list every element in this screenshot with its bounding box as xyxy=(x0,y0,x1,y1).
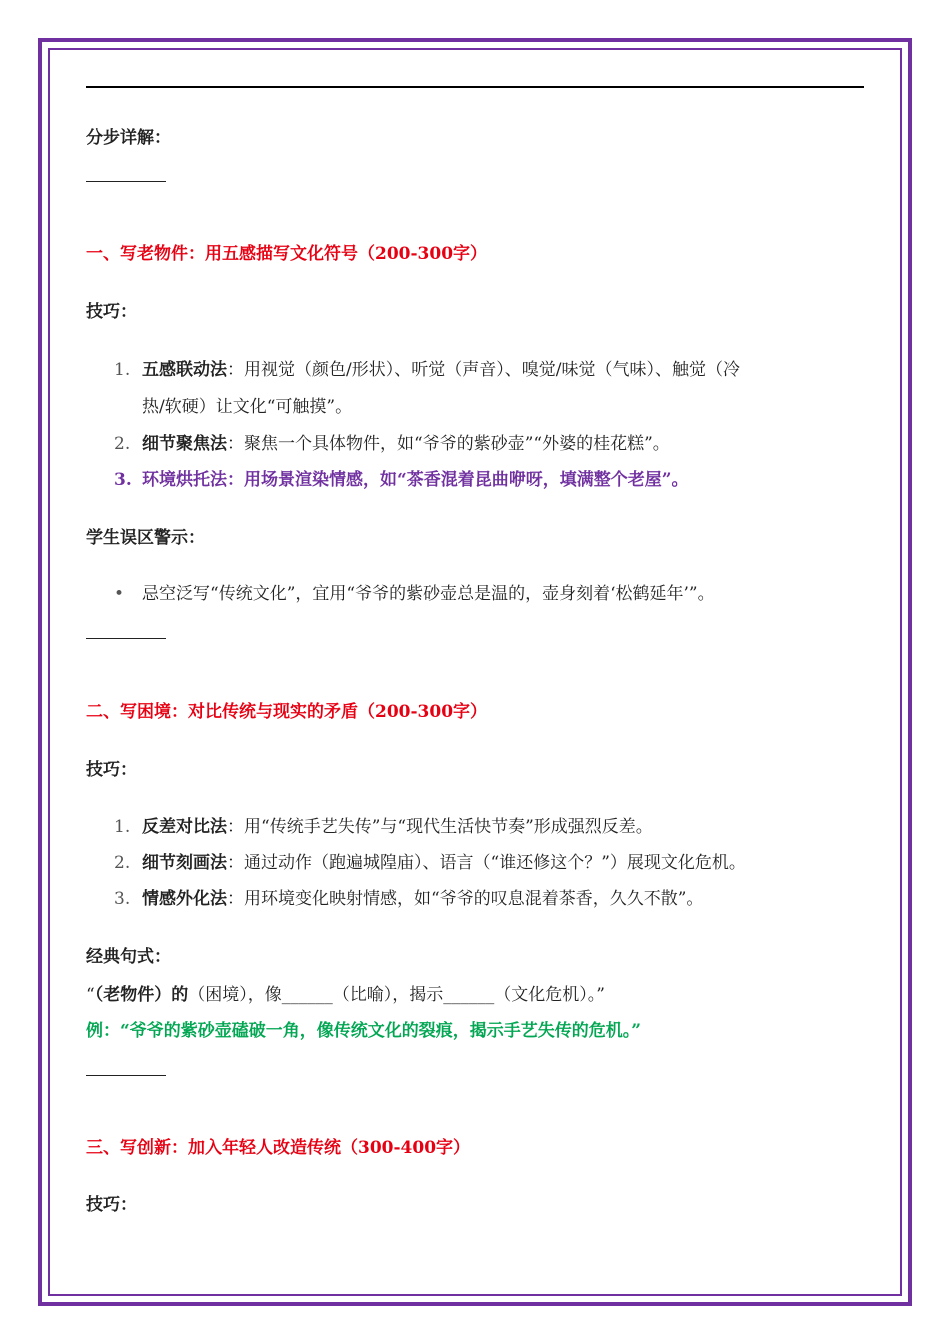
list-term: 细节刻画法 xyxy=(142,853,227,873)
formula-rest: （困境），像______（比喻），揭示______（文化危机）。” xyxy=(188,985,605,1005)
section-divider xyxy=(86,1075,166,1076)
section2-tips-label: 技巧： xyxy=(86,760,137,780)
section-divider xyxy=(86,638,166,639)
section-divider xyxy=(86,181,166,182)
list-text: ：通过动作（跑遍城隍庙）、语言（“谁还修这个？”）展现文化危机。 xyxy=(227,853,746,873)
classic-sentence-label: 经典句式： xyxy=(86,947,171,967)
warning-text: 忌空泛写“传统文化”，宜用“爷爷的紫砂壶总是温的，壶身刻着‘松鹤延年’”。 xyxy=(142,584,715,604)
list-number: 3. xyxy=(114,889,131,909)
list-number: 3. xyxy=(114,470,132,490)
list-term: 反差对比法 xyxy=(142,817,227,837)
warning-label: 学生误区警示： xyxy=(86,528,205,548)
steps-heading: 分步详解： xyxy=(86,128,171,148)
list-item xyxy=(114,851,746,875)
list-number: 2. xyxy=(114,434,131,454)
section3-tips-label: 技巧： xyxy=(86,1195,137,1215)
section2-title: 二、写困境：对比传统与现实的矛盾（200-300字） xyxy=(86,702,488,722)
list-item-continuation: 热/软硬）让文化“可触摸”。 xyxy=(142,397,353,417)
list-text: ：聚焦一个具体物件，如“爷爷的紫砂壶”“外婆的桂花糕”。 xyxy=(227,434,670,454)
list-text: ：用环境变化映射情感，如“爷爷的叹息混着茶香，久久不散”。 xyxy=(227,889,704,909)
formula-open-quote: “ xyxy=(86,985,95,1005)
list-item xyxy=(114,358,740,382)
bullet-icon: • xyxy=(114,584,125,604)
list-item xyxy=(114,887,703,911)
list-text: ：用视觉（颜色/形状）、听觉（声音）、嗅觉/味觉（气味）、触觉（冷 xyxy=(227,360,740,380)
list-text: ：用场景渲染情感，如“茶香混着昆曲咿呀，填满整个老屋”。 xyxy=(227,470,689,490)
list-number: 2. xyxy=(114,853,131,873)
list-text: ：用“传统手艺失传”与“现代生活快节奏”形成强烈反差。 xyxy=(227,817,653,837)
section1-title: 一、写老物件：用五感描写文化符号（200-300字） xyxy=(86,244,488,264)
sentence-formula xyxy=(86,983,605,1007)
top-rule xyxy=(86,86,864,88)
formula-term: （老物件）的 xyxy=(94,985,189,1005)
list-term: 环境烘托法 xyxy=(142,470,227,490)
list-number: 1. xyxy=(114,360,131,380)
example-sentence: 例：“爷爷的紫砂壶磕破一角，像传统文化的裂痕，揭示手艺失传的危机。” xyxy=(86,1021,642,1041)
warning-item xyxy=(114,582,715,606)
list-item xyxy=(114,432,670,456)
list-term: 细节聚焦法 xyxy=(142,434,227,454)
list-item-highlighted xyxy=(114,468,689,492)
page-border-inner xyxy=(48,48,902,1296)
section1-tips-label: 技巧： xyxy=(86,302,137,322)
list-term: 五感联动法 xyxy=(142,360,227,380)
section3-title: 三、写创新：加入年轻人改造传统（300-400字） xyxy=(86,1138,471,1158)
list-number: 1. xyxy=(114,817,131,837)
list-item xyxy=(114,815,653,839)
list-term: 情感外化法 xyxy=(142,889,227,909)
